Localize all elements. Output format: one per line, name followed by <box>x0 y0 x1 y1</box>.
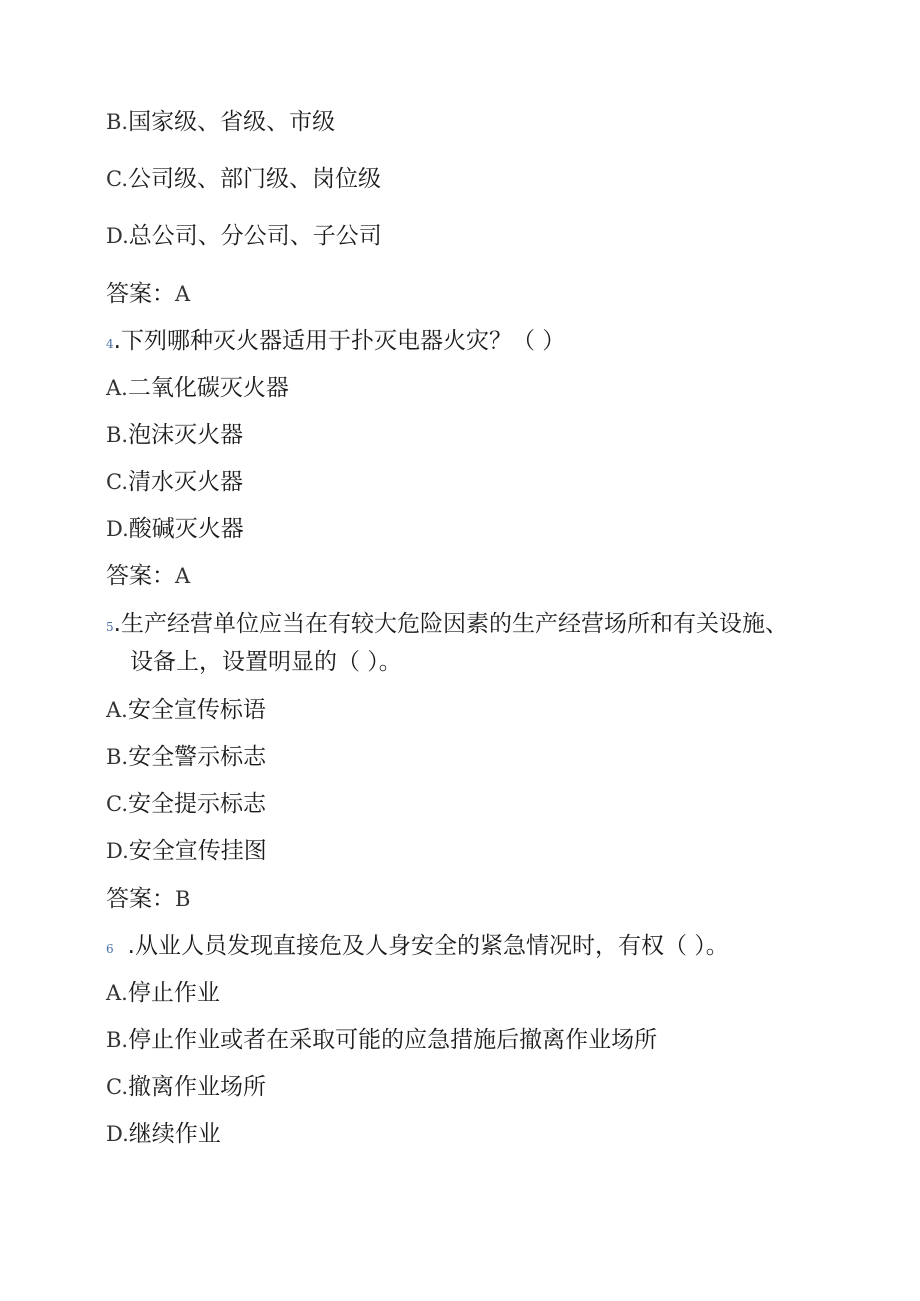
option-letter: A. <box>106 698 128 722</box>
option-text: 酸碱灭火器 <box>128 516 244 542</box>
option-letter: A. <box>106 981 128 1005</box>
q5-option-d <box>106 837 267 865</box>
q5-stem-line2 <box>130 648 402 676</box>
q6-stem <box>106 932 729 963</box>
option-letter: B. <box>106 745 129 769</box>
option-letter: D. <box>106 1122 129 1146</box>
option-letter: C. <box>106 167 128 191</box>
question-text: .生产经营单位应当在有较大危险因素的生产经营场所和有关设施、 <box>113 611 788 637</box>
option-text: 泡沫灭火器 <box>128 422 244 448</box>
option-letter: D. <box>106 839 129 863</box>
option-letter: B. <box>106 1028 129 1052</box>
option-text: 安全提示标志 <box>128 791 266 817</box>
q4-answer <box>106 562 190 590</box>
q4-option-c <box>106 468 243 496</box>
option-text: 停止作业或者在采取可能的应急措施后撤离作业场所 <box>128 1027 658 1053</box>
question-number: 5 <box>106 620 114 634</box>
option-text: 安全宣传挂图 <box>128 838 267 864</box>
q4-option-b <box>106 421 243 449</box>
q6-option-d <box>106 1120 221 1148</box>
q3-option-b <box>106 108 335 136</box>
option-text: 清水灭火器 <box>128 469 243 495</box>
q5-answer <box>106 885 190 913</box>
option-text: 总公司、分公司、子公司 <box>128 223 382 249</box>
q5-stem-line1 <box>106 610 788 641</box>
question-text: .下列哪种灭火器适用于扑灭电器火灾？（ ） <box>113 328 566 354</box>
q3-option-d <box>106 222 382 250</box>
option-letter: D. <box>106 224 129 248</box>
option-text: 停止作业 <box>127 980 220 1006</box>
question-text-continued: 设备上，设置明显的（ ）。 <box>130 649 402 675</box>
option-text: 撤离作业场所 <box>128 1074 266 1100</box>
option-text: 二氧化碳灭火器 <box>127 375 289 401</box>
option-text: 安全警示标志 <box>128 744 267 770</box>
q3-answer <box>106 280 190 308</box>
option-letter: B. <box>106 423 129 447</box>
q4-option-d <box>106 515 244 543</box>
answer-value: A <box>175 564 191 588</box>
q5-option-b <box>106 743 266 771</box>
answer-label: 答案： <box>106 886 175 912</box>
answer-label: 答案： <box>106 281 175 307</box>
q4-option-a <box>106 374 289 402</box>
option-letter: C. <box>106 792 128 816</box>
option-letter: A. <box>106 376 128 400</box>
option-text: 国家级、省级、市级 <box>128 109 336 135</box>
option-text: 公司级、部门级、岗位级 <box>128 166 381 192</box>
q6-option-b <box>106 1026 657 1054</box>
q5-option-a <box>106 696 266 724</box>
answer-value: A <box>175 282 191 306</box>
q6-option-a <box>106 979 220 1007</box>
option-text: 安全宣传标语 <box>127 697 266 723</box>
answer-value: B <box>175 887 191 911</box>
option-letter: D. <box>106 517 129 541</box>
question-number: 4 <box>106 337 114 351</box>
question-text: .从业人员发现直接危及人身安全的紧急情况时，有权（ ）。 <box>127 933 729 959</box>
question-number: 6 <box>106 942 114 956</box>
q5-option-c <box>106 790 266 818</box>
q4-stem <box>106 327 565 358</box>
answer-label: 答案： <box>106 563 175 589</box>
option-letter: C. <box>106 470 128 494</box>
option-letter: C. <box>106 1075 128 1099</box>
q3-option-c <box>106 165 381 193</box>
option-letter: B. <box>106 110 129 134</box>
q6-option-c <box>106 1073 266 1101</box>
option-text: 继续作业 <box>128 1121 221 1147</box>
